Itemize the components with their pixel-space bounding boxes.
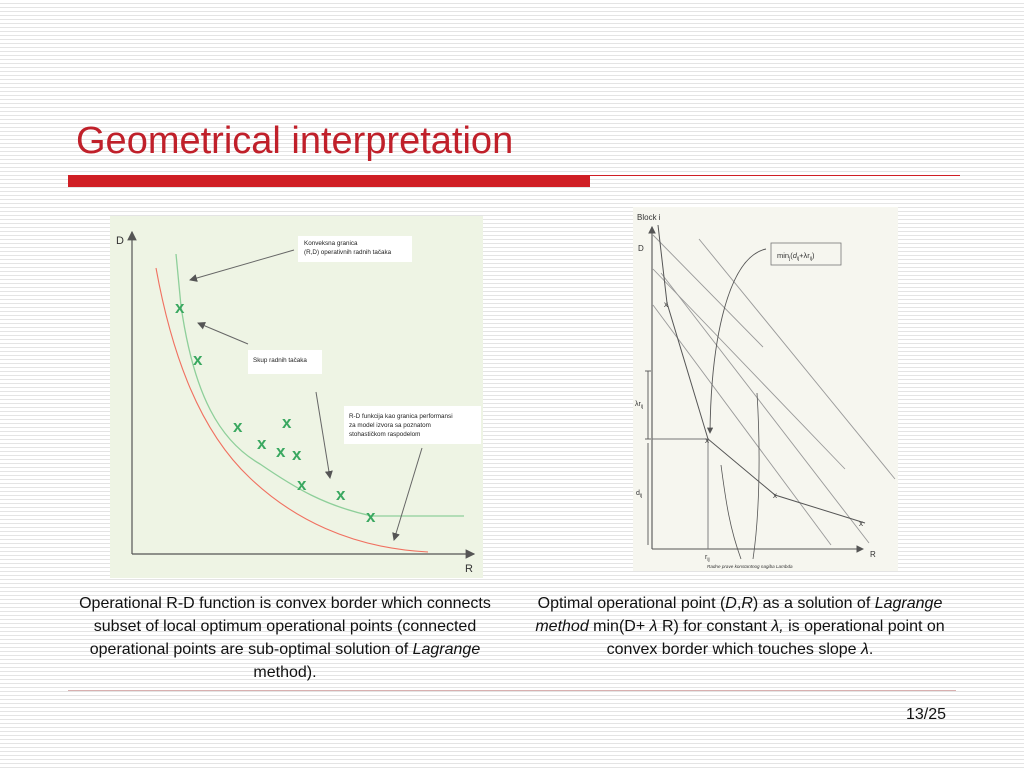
- right-caption-text: R) for constant: [657, 618, 772, 635]
- right-caption-italic: λ,: [771, 618, 784, 635]
- left-caption-italic: Lagrange: [412, 641, 481, 658]
- annotation-operating-points: Skup radnih tačaka: [253, 357, 307, 364]
- right-caption-italic: λ: [861, 641, 869, 658]
- operational-point: x: [297, 475, 307, 494]
- left-rd-figure: [110, 216, 483, 578]
- lambda-r-label: $\lambda r_{ij}$: [635, 401, 644, 410]
- right-caption-italic: Lagrange method: [535, 595, 943, 635]
- right-caption-text: ,: [736, 595, 742, 612]
- slope-line: [661, 273, 869, 543]
- right-lagrange-figure: [633, 207, 898, 571]
- annotation-rd-function-line2: za model izvora sa poznatom: [349, 422, 431, 429]
- operational-point: x: [336, 485, 346, 504]
- operational-point: x: [366, 507, 376, 526]
- slope-line: [699, 239, 895, 479]
- page-number: 13/25: [905, 706, 946, 723]
- annotation-arrow: [394, 448, 422, 540]
- annotation-rd-function-line1: R-D funkcija kao granica performansi: [349, 413, 453, 420]
- operational-point: x: [193, 350, 203, 369]
- min-expression: $\min_j(d_{ij}+\lambda r_{ij})$: [777, 251, 815, 262]
- right-x-axis-label: R: [870, 550, 876, 559]
- title-underline-bar: [68, 175, 590, 187]
- operational-point: x: [705, 436, 709, 445]
- slide-title: Geometrical interpretation: [76, 120, 514, 162]
- figure-footnote: Radne prave konstantnog nagiba Lambda: [707, 564, 793, 569]
- convex-border-curve: [176, 254, 464, 516]
- operational-point: x: [859, 519, 863, 528]
- slope-line: [653, 235, 763, 347]
- right-caption-text: min(D+: [588, 618, 650, 635]
- annotation-arrow: [198, 323, 248, 344]
- annotation-rd-function-line3: stohastičkom raspodelom: [349, 431, 421, 438]
- slope-line: [653, 305, 831, 545]
- operational-point: x: [773, 491, 777, 500]
- operational-point: x: [276, 442, 286, 461]
- annotation-convex-border-line2: (R,D) operativnih radnih tačaka: [304, 249, 392, 256]
- left-x-axis-label: R: [465, 563, 473, 575]
- right-lagrange-diagram: [633, 207, 898, 571]
- right-caption-text: Optimal operational point (: [537, 595, 726, 612]
- d-ij-label: $d_{ij}$: [636, 490, 643, 499]
- annotation-arrow: [190, 250, 294, 280]
- right-y-axis-label: D: [638, 244, 644, 253]
- right-caption-italic: R: [741, 595, 753, 612]
- footer-divider: [68, 690, 956, 691]
- title-underline-thin: [590, 175, 960, 176]
- operational-point: x: [233, 417, 243, 436]
- left-y-axis-label: D: [116, 235, 124, 247]
- annotation-convex-border-line1: Konveksna granica: [304, 240, 358, 247]
- right-caption-italic: D: [725, 595, 737, 612]
- operational-point: x: [282, 413, 292, 432]
- operational-point: x: [664, 300, 668, 309]
- annotation-arrow: [316, 392, 330, 478]
- r-ij-label: $r_{ij}$: [705, 554, 710, 563]
- left-caption: [60, 592, 510, 684]
- right-caption-italic: λ: [649, 618, 658, 635]
- convex-border-polyline: [658, 225, 865, 523]
- right-caption: [526, 592, 954, 661]
- bracket-curve: [753, 393, 759, 559]
- right-caption-text: .: [868, 641, 874, 658]
- operational-point: x: [292, 445, 302, 464]
- operational-point: x: [257, 434, 267, 453]
- right-caption-text: is operational point on convex border which touches slope: [606, 618, 945, 658]
- block-label: Block i: [637, 213, 661, 222]
- bracket-curve: [721, 465, 741, 559]
- left-rd-diagram: [110, 216, 483, 578]
- left-caption-text: Operational R-D function is convex border which connects subset of local optimum operational points (connected operational points are sub-optimal solution of: [79, 595, 491, 658]
- left-caption-text-end: method).: [253, 664, 317, 681]
- operational-point: x: [175, 298, 185, 317]
- right-caption-text: ) as a solution of: [752, 595, 875, 612]
